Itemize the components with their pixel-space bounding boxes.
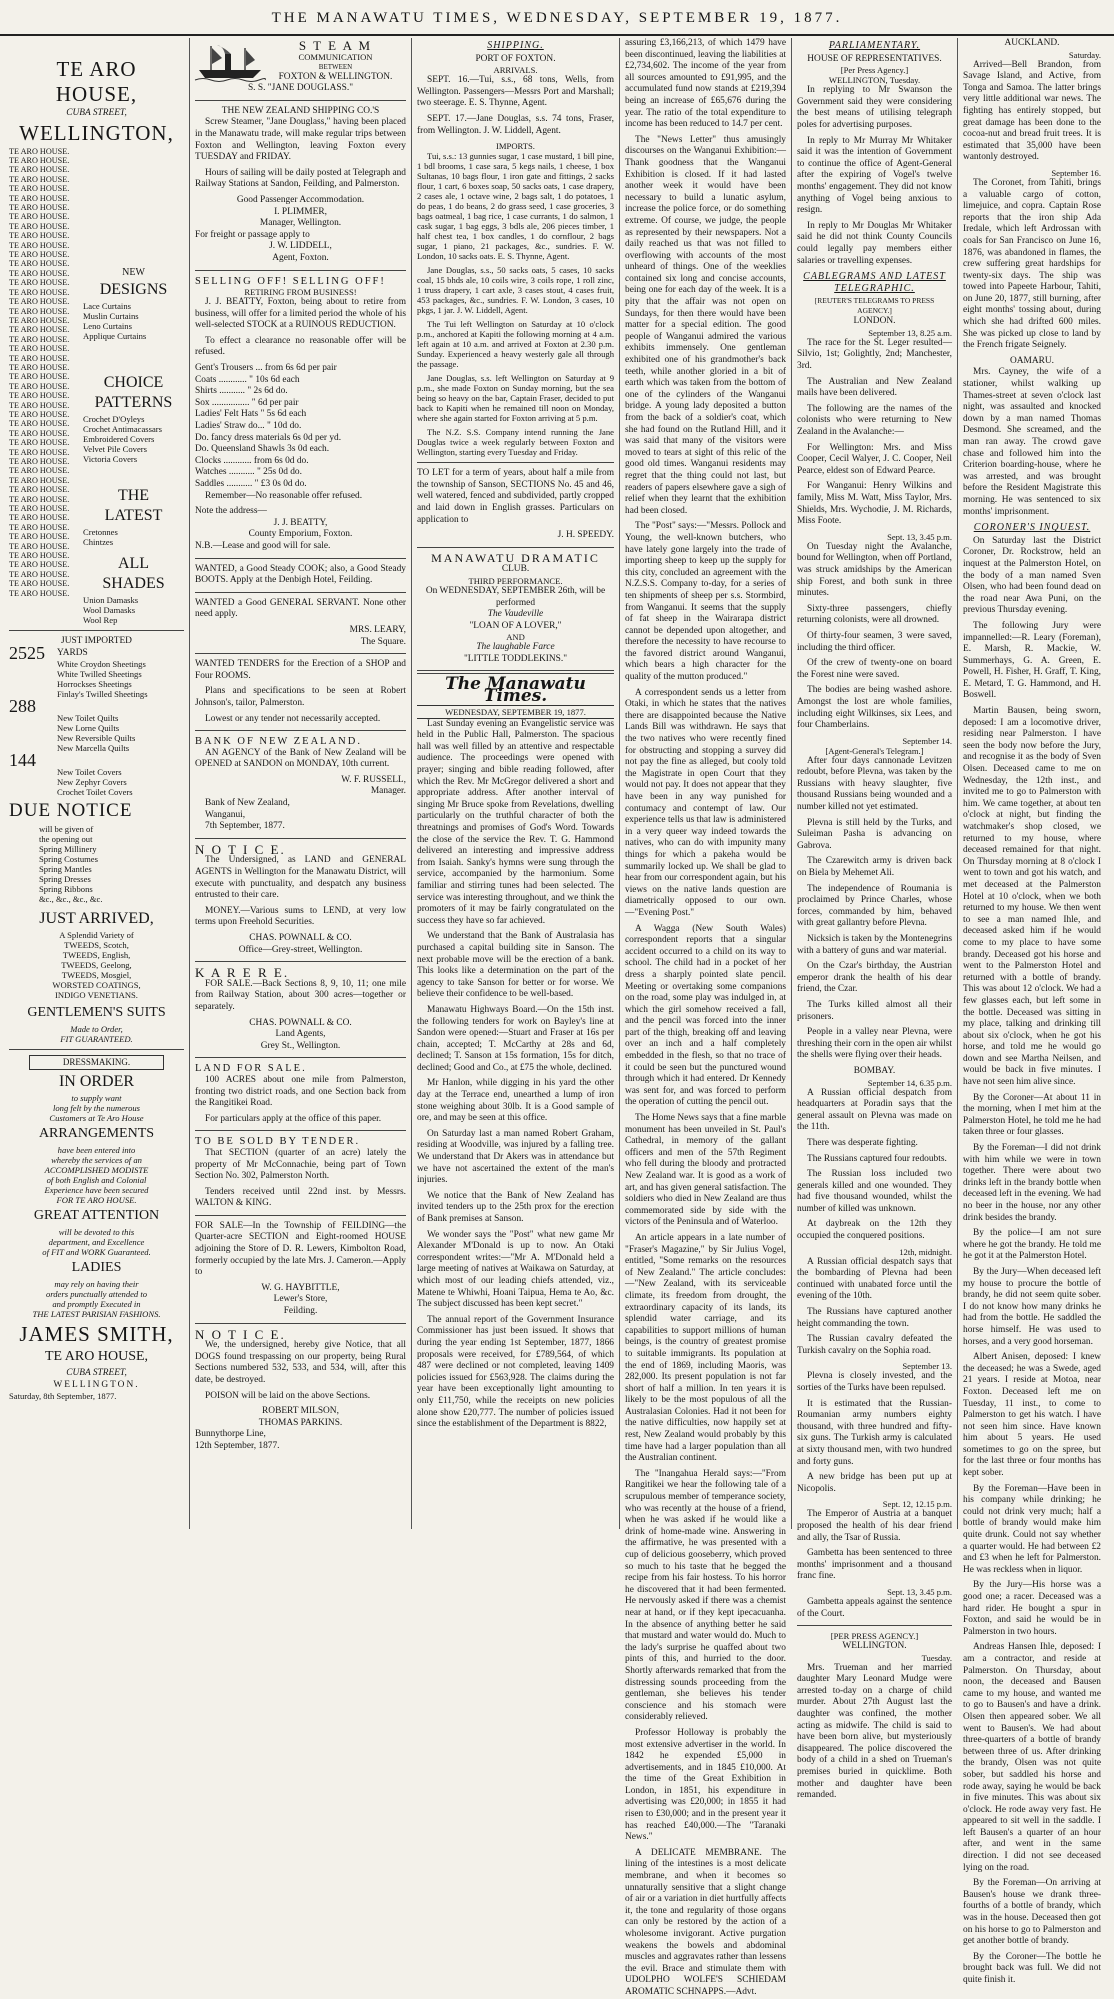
auckland-1: Arrived—Bell Brandon, from Savage Island, and Active, from Tonga and Samoa. The latter brings very little additional war news. The fighting has entirely stopped, but great damage has been done to the cocoa-nut and bread fruit trees. It is estimated that 35,000 have been wantonly destroyed. [963,59,1101,163]
number-2525: 2525 [9,642,45,663]
news-9: Professor Holloway is probably the most extensive advertiser in the world. In 1842 he expended £5,000 in advertisements, and in 1845 £10,000. At the time of the Great Exhibition in London, in 1851, his expenditure in advertising was £20,000; in 1855 it had risen to £30,000; and in the present year it has reached £40,000.—The "Taranaki News." [625,1727,786,1843]
cable-14: The independence of Roumania is proclaimed by Prince Charles, whose forces, commanded by him, behaved with great gallantry before Plevna. [797,883,952,929]
cable-12: Plevna is still held by the Turks, and Suleiman Pasha is advancing on Gabrova. [797,817,952,851]
imports-jane: Jane Douglas, s.s., 50 sacks oats, 5 cases, 10 sacks coal, 15 bhds ale, 10 coils wire, 3 coils rope, 1 roll zinc, 1 truss drapery, 1 cart axle, 3 cases stout, 4 cases fruit, 453 packages, &c., sundries. F. W. London, 3 cases, 10 pkgs, 1 jar. J. W. Liddell, Agent. [417,265,614,316]
beatty-text-2: To effect a clearance no reasonable offer will be refused. [195,335,406,358]
tender-text: That SECTION (quarter of an acre) lately the property of Mr McConnachie, being part of Town Section No. 302, Palmerston North. [195,1147,406,1182]
inquest-4: By the Coroner—At about 11 in the morning, when I met him at the Palmerston Hotel, he told me he had taken three or four glasses. [963,1092,1101,1138]
bombay-date: September 14, 6.35 p.m. [867,1077,952,1088]
wanted-tenders-3: Lowest or any tender not necessarily accepted. [205,713,381,724]
tuesday-label: Tuesday. [921,1652,952,1663]
imports-tui: Tui, s.s.: 13 gunnies sugar, 1 case mustard, 1 bill pine, 1 bdl brooms, 1 case sara, 5 kegs nails, 1 cheese, 1 box Sultanas, 10 bags flour, 1 iron gate and fittings, 2 sacks flour, 1 cart, 6 boxes soap, 50 sacks oats, 1 case drapery, 2 cases ale, 1 octave wine, 2 bags salt, 1 do potatoes, 1 do peas, 1 do beans, 2 do grass seed, 1 case groceries, 3 bags oatmeal, 1 bag rice, 1 case currants, 1 do salmon, 1 cask sugar, 1 bag eggs, 3 bdls ale, 206 pieces timber, 1 half chest tea, 1 box candles, 1 do cornflour, 2 bags sugar, 1 piano, 21 packages, &c., sundries. F. W. London, 10 sacks oats. E. S. Thynne, Agent. [417,151,614,262]
little-toddlekins: "LITTLE TODDLEKINS." [463,653,568,664]
notice2-heading: N O T I C E. [195,1326,286,1342]
latest-heading: LATEST [104,507,163,525]
cable-5: For Wanganui: Henry Wilkins and family, Miss M. Watt, Miss Taylor, Mrs. Shields, Mrs. Wychodie, J. M. Richards, Miss Foote. [797,481,952,527]
te-aro-repeat-2: TE ARO HOUSE. TE ARO HOUSE. TE ARO HOUSE. TE ARO HOUSE. TE ARO HOUSE. TE ARO HOUSE. TE ARO HOUSE. TE ARO HOUSE. TE ARO HOUSE. TE ARO HOUSE. TE ARO HOUSE. TE ARO HOUSE. [9,259,70,372]
nb-lease: N.B.—Lease and good will for sale. [195,540,331,551]
shipping-heading: SHIPPING. [487,40,544,51]
wanted-tenders-2: Plans and specifications to be seen at Robert Johnson's, tailor, Palmerston. [195,686,406,708]
cable-26: The Russian cavalry defeated the Turkish cavalry on the Sophia road. [797,1334,952,1356]
arrivals-heading: ARRIVALS. [493,65,538,76]
te-aro-repeat-3: TE ARO HOUSE. TE ARO HOUSE. TE ARO HOUSE. TE ARO HOUSE. TE ARO HOUSE. TE ARO HOUSE. TE ARO HOUSE. TE ARO HOUSE. TE ARO HOUSE. TE ARO HOUSE. TE ARO HOUSE. TE ARO HOUSE. [9,372,70,485]
patterns-list: Crochet D'Oyleys Crochet Antimacassars Embroidered Covers Velvet Pile Covers Victoria Covers [83,414,162,465]
wanted-servant: WANTED a Good GENERAL SERVANT. None other need apply. [195,597,406,620]
loan-of-a-lover: "LOAN OF A LOVER," [469,620,562,631]
arrival-1: SEPT. 16.—Tui, s.s., 68 tons, Wells, from Wellington. Passengers—Messrs Port and Marshall; two steerage. E. S. Thynne, Agent. [417,75,614,109]
notice2-text: We, the undersigned, hereby give Notice, that all DOGS found trespassing on our property, being Rural Sections numbered 532, 533, and 534, will, after this date, be destroyed. [195,1340,406,1385]
great-attention-text: will be devoted to this department, and Excellence of FIT and WORK Guaranteed. [42,1227,151,1258]
bombay-date-5: Sept. 13, 3.45 p.m. [887,1586,952,1597]
inquest-12: By the Foreman—On arriving at Bausen's house we drank three-fourths of a bottle of brandy, which was in the house. Deceased then got on his horse to go to Palmerston and get another bottle of brandy. [963,1878,1101,1947]
cablegrams-heading: CABLEGRAMS AND LATEST TELEGRAPHIC. [803,271,946,294]
drama-text: On WEDNESDAY, SEPTEMBER 26th, will be performed [425,585,606,608]
editorial-4: Mr Hanlon, while digging in his yard the other day at the Terrace end, unearthed a lump of iron stone weighing about 30lb. It is a Good sample of ore, and may be seen at this office. [417,1078,614,1124]
editorial-7: We wonder says the "Post" what new game Mr Alexander M'Donald is up to now. An Otaki correspondent writes:—"Mr A. M'Donald held a large meeting of natives at Waikawa on Saturday, at which most of our leading chiefs attended, viz., Matene te Whiwhi, Hoani Taipua, Hema te Ao, &c. The subject discussed has been kept secret." [417,1229,614,1310]
bunnythorpe-date: Bunnythorpe Line, 12th September, 1877. [195,1429,280,1451]
cable-18: People in a valley near Plevna, were threshing their corn in the open air whilst the shells were flying over their heads. [797,1027,952,1061]
freight-line: For freight or passage apply to [195,229,310,240]
due-notice-heading: DUE NOTICE [9,799,133,821]
inquest-1: On Saturday last the District Coroner, Dr. Rockstrow, held an inquest at the Palmerston Hotel, on the body of a man named Sven Olsen, who had been found dead on the road near Awa Puni, on the previous Thursday evening. [963,535,1101,616]
auckland-heading: AUCKLAND. [1004,38,1060,48]
wellington-2: WELLINGTON. [53,1379,140,1390]
saturday-label: Saturday. [1068,49,1101,60]
house-heading: HOUSE, [55,82,138,106]
beatty-text: J. J. BEATTY, Foxton, being about to retire from business, will offer for a limited period the whole of his well-selected STOCK at a RUINOUS REDUCTION. [195,297,406,331]
notice-heading: N O T I C E. [195,841,286,857]
plimmer-sig: I. PLIMMER, Manager, Wellington. [259,206,342,229]
ship-name: S. S. "JANE DOUGLASS." [247,83,354,94]
column-2 [190,38,412,1529]
cable-33: Mrs. Trueman and her married daughter Mary Leonard Mudge were arrested to-day on a charge of child murder. About 27th August last the daughter was confined, the mother acting as midwife. The child is said to have been born alive, but mysteriously disappeared. The police discovered the body of a child in a shed on Trueman's premises buried in quicklime. Both mother and daughter have been remanded. [797,1662,952,1801]
shipping-note-3: The N.Z. S.S. Company intend running the Jane Douglas twice a week regularly between Foxton and Wellington, starting every Tuesday and Friday. [417,427,614,458]
speedy-sig: J. H. SPEEDY. [557,530,614,541]
bombay-heading: BOMBAY. [853,1065,896,1076]
vaudeville-label: The Vaudeville [487,609,544,620]
news-6: The Home News says that a fine marble monument has been unveiled in St. Paul's Cathedral, in memory of the gallant officers and men of the 57th Regiment who fell during the bloody and protracted New Zealand war. It is good as a work of art, and has given general satisfaction. The soldiers who died in New Zealand are thus commemorated side by side with the victors of the Peninsula and of Waterloo. [625,1113,786,1228]
tender-text-2: Tenders received until 22nd inst. by Messrs. WALTON & KING. [195,1186,406,1209]
pownall-office: Office—Grey-street, Wellington. [238,944,363,955]
just-imported: JUST IMPORTED [61,636,132,647]
poison-text: POISON will be laid on the above Sections. [205,1390,371,1401]
te-aro-repeat-1: TE ARO HOUSE. TE ARO HOUSE. TE ARO HOUSE. TE ARO HOUSE. TE ARO HOUSE. TE ARO HOUSE. TE ARO HOUSE. TE ARO HOUSE. TE ARO HOUSE. TE ARO HOUSE. TE ARO HOUSE. TE ARO HOUSE. [9,146,70,260]
land-sale-text: 100 ACRES about one mile from Palmerston, fronting two district roads, and one Section back from the Rangitikei Road. [195,1074,406,1109]
cuba-street: CUBA STREET, [66,108,127,118]
notice-text: The Undersigned, as LAND and GENERAL AGENTS in Wellington for the Manawatu District, will execute with punctuality, and despatch any business entrusted to their care. [195,855,406,901]
yards-label: YARDS [57,647,88,658]
pownall-sig: CHAS. POWNALL & CO. [249,933,352,943]
cable-24: A Russian official despatch says that the bombarding of Plevna had been continued with unabated force until the evening of the 10th. [797,1256,952,1302]
cable-32: Gambetta appeals against the sentence of the Court. [797,1596,952,1619]
bank-address: Bank of New Zealand, Wanganui, 7th September, 1877. [205,798,290,832]
to-let-text: TO LET for a term of years, about half a mile from the township of Sanson, SECTIONS No. 45 and 46, well watered, fenced and subdivided, partly cropped and laid down in English grasses. Particulars on application to [417,468,614,525]
new-label: NEW [122,267,145,279]
press-agency-2: [PER PRESS AGENCY.] [830,1631,919,1642]
cable-16: On the Czar's birthday, the Austrian emperor drank the health of his dear friend, the Czar. [797,961,952,995]
cable-15: Nicksich is taken by the Montenegrins with a battery of guns and war material. [797,934,952,956]
russell-sig: W. F. RUSSELL, Manager. [341,774,406,797]
inquest-11: Andreas Hansen Ihle, deposed: I am a contractor, and reside at Palmerston. On Thursday, about noon, the deceased and Bausen came to my house, and wanted me to go to Bausen's and have a drink. Olsen then appeared sober. We all went to Bausen's. We had about three-quarters of a bottle of brandy between three of us. After drinking the brandy, Olsen was not quite sober, but saddled his horse and rode away, saying he would be back in five minutes. This was about six o'clock. He rode away very fast. He appeared to sit well in the saddle. I left Bausen's a quarter of an hour after, and went in the same direction. I did not see deceased lying on the road. [963,1642,1101,1873]
nz-shipping-text: Screw Steamer, "Jane Douglass," having been placed in the Manawatu trade, will make regular trips between Foxton and Wellington, leaving Foxton every TUESDAY and FRIDAY. [195,117,406,163]
third-performance: THIRD PERFORMANCE. [468,575,563,586]
patterns-heading: PATTERNS [94,394,173,412]
cable-8: Of thirty-four seamen, 3 were saved, including the third officer. [797,630,952,653]
inquest-9: By the Foreman—Have been in his company while drinking; he could not drink very much; half a bottle of brandy would make him quite drunk. Could not say whether a quarter would. He had between £2 and £3 when he left for Palmerston. He was reckless when in liquor. [963,1483,1101,1575]
inquest-5: By the Foreman—I did not drink with him while we were in town together. There were about two drinks left in the brandy bottle when deceased left in the evening. We had no beer in the house, nor any other drink besides the brandy. [963,1143,1101,1223]
between-label: BETWEEN [318,62,353,71]
editorial-8: The annual report of the Government Insurance Commissioner has just been issued. It shows that during the year ending 1st September, 1877, 1866 proposals were received, for £789,564, of which 487 were declined or not completed, leaving 1409 policies issued for £563,928. The claims during the year have been exceptionally light amounting to only £11,750, while the receipts on new policies alone show £20,777. The number of policies issued since the establishment of the Department is 8822, [417,1314,614,1430]
column-3 [412,38,620,1529]
covers-list: New Toilet Covers New Zephyr Covers Crochet Toilet Covers [57,766,133,797]
te-aro-heading: TE ARO [56,57,137,81]
coroners-inquest-heading: CORONER'S INQUEST. [973,522,1091,534]
parliamentary-heading: PARLIAMENTARY. [828,40,921,51]
oamaru-1: Mrs. Cayney, the wife of a stationer, whilst walking up Thames-street at seven o'clock last night, was assaulted and knocked down by a man named Thomas Desmond. She screamed, and the man ran away. The crowd gave chase and followed him into the Criterion boarding-house, where he was arrested, and was brought before the Resident Magistrate this morning. He was sentenced to six months' imprisonment. [963,367,1101,517]
dressmaking-box: DRESSMAKING. [29,1055,164,1071]
in-order-text: to supply want long felt by the numerous Customers at Te Aro House [49,1093,144,1124]
editorial-3: Manawatu Highways Board.—On the 15th inst. the following tenders for work on Bayley's line at Sandon were opened:—Stuart and Fraser at 16s per chain, accepted; T. McCarthy at 28s and 6d, declined; T. Sanson at 15s formation, 15s for ditch, declined; Good and Co., at £75 the whole, declined. [417,1004,614,1073]
ports-label: FOXTON & WELLINGTON. [278,71,393,82]
cable-19: A Russian official despatch from headquarters at Poradin says that the general assault on Plevna was made on the 11th. [797,1087,952,1133]
paper-date: WEDNESDAY, SEPTEMBER 19, 1877. [417,705,614,719]
money-text: MONEY.—Various sums to LEND, at very low terms upon Freehold Securities. [195,905,406,928]
note-address: Note the address— [195,506,267,517]
just-arrived-list: A Splendid Variety of TWEEDS, Scotch, TWEEDS, English, TWEEDS, Geelong, TWEEDS, Mosgiel, WORSTED COATINGS, INDIGO VENETIANS. [52,929,141,1000]
retiring-label: RETIRING FROM BUSINESS! [244,287,357,298]
news-4: A correspondent sends us a letter from Otaki, in which he states that the natives there are disappointed because the Native Lands Bill was withdrawn. He says that the two natives who were recently fined for obstructing and stopping a survey did not pay the fine as alleged, but cooly told the Magistrate in open Court that they would not pay. It does not appear that they have been in any way punished for contumacy and contempt of law. Our experience tells us that law is administered in a very queer way indeed towards the natives, who can do with impunity many things for which a pakeha would be summarily locked up. We shall be glad to hear from our correspondent again, but his views on the native lands question are diametrically opposed to our own.—"Evening Post." [625,687,786,918]
wanted-tenders: WANTED TENDERS for the Erection of a SHOP and Four ROOMS. [195,659,406,681]
inquest-7: By the Jury—When deceased left my house to procure the bottle of brandy, he did not seem quite sober. I do not know how many drinks he had from the bottle. He saddled the horse himself. He was used to horses, and a very good horseman. [963,1266,1101,1347]
cable-9: Of the crew of twenty-one on board the Forest nine were saved. [797,658,952,680]
news-3: The "Post" says:—"Messrs. Pollock and Young, the well-known butchers, who have lately gone largely into the trade of importing sheep to keep up the supply for this city, concluded an agreement with the N.Z.S.S. Company to-day, for a series of ten shipments of sheep per s.s. Stormbird, from Wanganui. It seems that the supply of fat sheep in the Wairarapa district cannot be depended upon altogether, and therefore the necessity to have recourse to the favored district around Wanganui, which bears a high character for the quality of the mutton produced." [625,521,786,683]
press-agency: [Per Press Agency.] [840,65,909,76]
forsale-text: FOR SALE—In the Township of FEILDING—the Quarter-acre SECTION and Eight-roomed HOUSE adjoining the Store of D. R. Lewers, Kimbolton Road, formerly occupied by the late Mrs. J. Cameron.—Apply to [195,1220,406,1278]
sept16-label: September 16. [1051,167,1101,178]
and-label: AND [506,632,525,643]
farce-label: The laughable Farce [476,642,555,653]
cable-27: Plevna is closely invested, and the sorties of the Turks have been repulsed. [797,1371,952,1393]
latest-list: Cretonnes Chintzes [83,527,118,548]
designs-heading: DESIGNS [99,281,168,299]
cable-23: At daybreak on the 12th they occupied the conquered positions. [797,1219,952,1242]
wellington-heading: WELLINGTON, [19,120,174,145]
arrangements-heading: ARRANGEMENTS [38,1126,155,1142]
bombay-date-4: Sept. 12, 12.15 p.m. [882,1499,952,1510]
tender-heading: TO BE SOLD BY TENDER. [195,1136,361,1148]
editorial-1: Last Sunday evening an Evangelistic service was held in the Public Hall, Palmerston. The spacious hall was well filled by an attentive and respectable audience. The proceedings were opened with prayer; singing and bible reading followed, after which the Rev. Mr McGregor delivered a short and appropriate address. After another interval of singing Mr Bruce spoke from Revelations, dwelling particularly on the truthful character of both the threatnings and promises of God's Word. Towards the close of the service the Rev. T. G. Hammond delivered an interesting and impressive address from Isaiah. Sanky's hymns were sung through the service, accompanied by the harmonium. Some familiar and stirring tunes had been selected. The service was interesting throughout, and we think the promoters of it may be fairly congratulated on the success they have so far achieved. [417,718,614,926]
cable-29: A new bridge has been put up at Nicopolis. [797,1472,952,1494]
column-5 [792,38,958,1801]
cable-21: The Russians captured four redoubts. [807,1153,947,1164]
cable-22: The Russian loss included two generals killed and one wounded. They had five thousand wounded, whilst the number of killed was unknown. [797,1169,952,1214]
james-smith: JAMES SMITH, [19,1322,174,1347]
parl-1: In replying to Mr Swanson the Government said they were considering the best means of utilising telegraph poles for advertising purposes. [797,85,952,130]
remember-line: Remember—No reasonable offer refused. [205,490,363,501]
cable-3: The following are the names of the colonists who were returning to New Zealand in the Avalanche:— [797,403,952,438]
inquest-6: By the police—I am not sure where he got the brandy. He told me he got it at the Palmerston Hotel. [963,1228,1101,1262]
house-of-reps: HOUSE OF REPRESENTATIVES. [807,53,942,64]
cable-6: On Tuesday night the Avalanche, bound for Wellington, when off Portland, was struck amidships by the American ship Forest, and both sunk in three minutes. [797,541,952,599]
wellington-heading-5: WELLINGTON. [842,1641,907,1652]
agent-general-telegram: [Agent-General's Telegram.] [825,745,924,756]
shades-list: Union Damasks Wool Damasks Wool Rep [83,595,139,626]
masthead-title: THE MANAWATU TIMES, WEDNESDAY, SEPTEMBER 19, 1877. [271,10,843,26]
london-heading: LONDON. [853,316,896,327]
leary-sig: MRS. LEARY, The Square. [349,624,406,647]
ladies-text: may rely on having their orders punctually attended to and promptly Executed in THE LATEST PARISIAN FASHIONS. [32,1279,161,1320]
number-288: 288 [9,696,36,717]
price-list: Gent's Trousers ... from 6s 6d per pair Coats ............ " 10s 6d each Shirts ........... " 2s 6d do. Sox ................ " 6d per pair Ladies' Felt Hats " 5s 6d each Ladies' Straw do... " 10d do. Do. fancy dress materials 6s 0d per yd. Do. Queensland Shawls 3s 0d each. Clocks ............ from 6s 0d do. Watches ........... " 25s 0d do. Saddles ........... " £3 0s 0d do. [195,363,342,489]
news-2: The "News Letter" thus amusingly discourses on the Wanganui Exhibition:—Thank goodness that the Wanganui Exhibition is closed. If it had lasted another week it would have been necessary to build a lunatic asylum, increase the police force, or do something extreme. Of course, we judge, the people as represented by their newspapers. Not a daily reached us that was not filled to overflowing with accounts of the most unheard of things. One of the weeklies contained six long and concise accounts, being one for each day of the week. It is a pity that the affair was not open on Sundays, for then there would have been matter for a special edition. The good people of Wanganui admired the various exhibits immensely. One gentleman exhibited one of his grandmother's back teeth, while another gloried in a bit of earth which was taken from the bottom of one of the cylinders of the Wanganui bridge. A young lady deposited a button from the back of a soldier's coat, which she had found on the Rutland Hill, and it was said that many of the visitors were moved to tears at sight of this relic of the good old times. Wanganui residents may regret that the thing could not last, but readers of papers elsewhere gave a sigh of relief when they learnt that the exhibition had been closed. [625,134,786,516]
inquest-13: By the Coroner—The bottle he brought back was full. We did not quite finish it. [963,1951,1101,1985]
parl-2: In reply to Mr Murray Mr Whitaker said it was the intention of Government to continue the office of Agent-General after the expiring of Vogel's twelve months' engagement. They did not know anything of Vogel being anxious to resign. [797,135,952,216]
cable-20: There was desperate fighting. [807,1137,918,1148]
yards-list: White Croydon Sheetings White Twilled Sheetings Horrockses Sheetings Finlay's Twilled Sheetings [57,659,148,700]
bombay-date-2: 12th, midnight. [899,1246,952,1257]
nz-shipping-text-2: Hours of sailing will be daily posted at Telegraph and Railway Stations at Sandon, Feilding, and Palmerston. [195,167,406,190]
london-date-2: Sept. 13, 3.45 p.m. [887,531,952,542]
just-arrived-heading: JUST ARRIVED, [39,909,154,927]
good-accommodation: Good Passenger Accommodation. [236,194,365,205]
the-heading: THE [117,487,150,505]
ad-date: Saturday, 8th September, 1877. [9,1391,117,1402]
cable-28: It is estimated that the Russian-Roumanian army numbers eighty thousand, with three hundred and fifty-six guns. The Turkish army is calculated at sixty thousand men, with two hundred and forty guns. [797,1398,952,1467]
arrangements-text: have been entered into whereby the services of an ACCOMPLISHED MODISTE of both English and Colonial Experience have been secured FOR TE ARO HOUSE. [44,1145,149,1206]
shipping-note-2: Jane Douglas, s.s. left Wellington on Saturday at 9 p.m., she made Foxton on Sunday morning, but the sea being so heavy on the bar, Captain Fraser, decided to put back to Kapiti when he remained till noon on Monday, where she again started for Foxton arriving at 5 p.m. [417,373,614,424]
beatty-sig: J. J. BEATTY, County Emporium, Foxton. [248,517,353,540]
imports-heading: IMPORTS. [496,141,535,152]
cable-11: After four days cannonade Levitzen redoubt, before Plevna, was taken by the Russians with heavy slaughter, five thousand Russians being wounded and a number killed not yet estimated. [797,755,952,813]
steamship-icon [195,42,265,82]
inquest-2: The following Jury were impannelled:—R. Leary (Foreman), E. Marsh, R. Mackie, W. Summerhays, G. A. Green, E. Powell, H. Fisher, H. Graff, T. King, E. Metard, T. G. Hammond, and H. Boswell. [963,620,1101,701]
land-sale-heading: LAND FOR SALE. [195,1063,307,1075]
oamaru-heading: OAMARU. [1009,355,1054,366]
masthead [0,0,1114,36]
dramatic-club: CLUB. [501,564,530,575]
editorial-6: We notice that the Bank of New Zealand has invited tenders up to the 25th prox for the erection of Bank premises at Sanson. [417,1190,614,1224]
london-date: September 13, 8.25 a.m. [868,327,952,338]
inquest-10: By the Jury—His horse was a good one; a racer. Deceased was a hard rider. He bought a spur in Foxton, and said he would be in Palmerston in two hours. [963,1580,1101,1637]
wanted-cook: WANTED, a Good Steady COOK; also, a Good Steady BOOTS. Apply at the Denbigh Hotel, Feilding. [195,563,406,586]
cable-4: For Wellington: Mrs. and Miss Cooper, Cecil Walyer, J. C. Cooper, Neil Pearce, eldest son of Edward Pearce. [797,442,952,476]
wellington-tuesday: WELLINGTON, Tuesday. [828,75,921,86]
bombay-date-3: September 13. [902,1361,952,1372]
news-5: A Wagga (New South Wales) correspondent reports that a singular accident occurred to a child on its way to school. The child had in a pocket of her dress a sharply pointed slate pencil. Meeting or overtaking some companions on the road, some play was indulged in, at which the girl somehow received a fall, and the pencil was forced into the inner part of the thigh, breaking off and leaving over an inch and a half completely embedded in the flesh, so that no trace of it could be seen but the punctured wound through which it had entered. Dr Kennedy was sent for, and was forced to perform the operation of cutting the pencil out. [625,923,786,1108]
cable-10: The bodies are being washed ashore. Amongst the lost are whole families, including eight Wilkinses, six Lees, and four Chamberlains. [797,685,952,731]
paper-title: The Manawatu Times. [445,674,586,707]
news-10: A DELICATE MEMBRANE. The lining of the intestines is a most delicate membrane, and when it becomes so unnaturally sensitive that a slight change of air or a variation in diet hurtfully affects it, the tone and regularity of those organs can only be restored by the action of a wholesome invigorant. Active purgation weakens the bowels and abdominal muscles and aggravates rather than lessens the evil. Brace and stimulate them with UDOLPHO WOLFE'S SCHIEDAM AROMATIC SCHNAPPS.—Advt. [625,1847,786,1997]
liddell-sig: J. W. LIDDELL, Agent, Foxton. [269,241,332,263]
great-attention-heading: GREAT ATTENTION [33,1208,160,1224]
parl-3: In reply to Mr Douglas Mr Whitaker said he did not think County Councils could legally pay members either salaries or travelling expenses. [797,220,952,266]
milson-sig: ROBERT MILSON, THOMAS PARKINS. [258,1406,343,1428]
quilts-list: New Toilet Quilts New Lorne Quilts New Reversible Quilts New Marcella Quilts [57,713,136,753]
te-aro-house-2: TE ARO HOUSE, [44,1349,149,1365]
london-date-3: September 14. [902,735,952,746]
shades-heading: SHADES [102,575,165,593]
column-6 [958,38,1106,1985]
number-144: 144 [9,750,36,770]
port-heading: PORT OF FOXTON. [475,53,556,64]
due-notice-list: will be given of the opening out Spring Millinery Spring Costumes Spring Mantles Spring Dresses Spring Ribbons &c., &c., &c., &c. [39,823,103,904]
selling-off-heading: SELLING OFF! SELLING OFF! [195,275,386,287]
column-1 [4,38,190,1529]
cable-13: The Czarewitch army is driven back on Biela by Mehemet Ali. [797,856,952,879]
land-sale-text-2: For particulars apply at the office of this paper. [205,1113,382,1124]
bank-heading: BANK OF NEW ZEALAND. [195,736,362,748]
karere-sig: CHAS. POWNALL & CO. Land Agents, Grey St., Wellington. [249,1017,352,1051]
haybittle-sig: W. G. HAYBITTLE, Lewer's Store, Feilding. [261,1282,340,1317]
bank-text: AN AGENCY of the Bank of New Zealand will be OPENED at SANDON on MONDAY, 10th current. [195,747,406,770]
choice-heading: CHOICE [103,374,164,392]
cuba-street-2: CUBA STREET, [66,1368,127,1379]
inquest-8: Albert Anisen, deposed: I knew the deceased; he was a Swede, aged 21 years. I reside at Motoa, near Foxton. Deceased left me on Tuesday, 11 inst., to come to Palmerston to get his watch. I have not seen him since. Have known him about 5 years. He used sometimes to go on the spree, but for the last three or four months has kept sober. [963,1352,1101,1479]
news-7: An article appears in a late number of "Fraser's Magazine," by Sir Julius Vogel, entitled, "Some remarks on the resources of New Zealand." The article concludes:—"New Zealand, with its serviceable climate, its freedom from drought, the extraordinary capacity of its lands, its splendid water carriage, and its capabilities to support millions of human beings, is the country of greatest promise to suitable immigrants. Its population at the end of 1869, including Maoris, was 282,000. Its present population is not far short of half a million. In ten years it is likely to be the most populous of all the Australasian Colonies. Had it not been for the native difficulties, now happily set at rest, New Zealand would probably by this time have had a larger population than all the Australian continent. [625,1232,786,1464]
ladies-heading: LADIES [71,1260,122,1276]
column-4 [620,38,792,1997]
reuters-line: [REUTER'S TELEGRAMS TO PRESS AGENCY.] [814,296,935,316]
cable-1: The race for the St. Leger resulted—Silvio, 1st; Golightly, 2nd; Manchester, 3rd. [797,337,952,372]
steam-communication: COMMUNICATION [298,51,373,62]
cable-25: The Russians have captured another height commanding the town. [797,1307,952,1329]
all-heading: ALL [117,555,150,573]
arrival-2: SEPT. 17.—Jane Douglas, s.s. 74 tons, Fraser, from Wellington. J. W. Liddell, Agent. [417,113,614,136]
nz-shipping-co: THE NEW ZEALAND SHIPPING CO.'S [221,105,380,116]
dramatic-heading: MANAWATU DRAMATIC [431,550,600,565]
cable-17: The Turks killed almost all their prisoners. [797,999,952,1022]
designs-list: Lace Curtains Muslin Curtains Leno Curtains Applique Curtains [83,301,147,342]
te-aro-repeat-4: TE ARO HOUSE. TE ARO HOUSE. TE ARO HOUSE. TE ARO HOUSE. TE ARO HOUSE. TE ARO HOUSE. TE ARO HOUSE. TE ARO HOUSE. TE ARO HOUSE. TE ARO HOUSE. TE ARO HOUSE. TE ARO HOUSE. [9,485,70,598]
gentlemens-suits: GENTLEMEN'S SUITS [27,1004,166,1020]
editorial-2: We understand that the Bank of Australasia has purchased a capital building site in Sanson. The next probable move will be the erection of a bank. This looks like a determination on the part of the agency to take Sanson for better or for worse. We believe their confidence to be well-based. [417,931,614,1000]
news-8: The "Inangahua Herald says:—"From Rangitikei we hear the following tale of a scrupulous member of temperance society, who was recently at the house of a friend, when he was asked if he would like a drink of home-made wine. Answering in the affirmative, he was presented with a cup of delicious gooseberry, which proved so much to his taste that he begged the recipe from his fair hostess. To his horror he discovered that it had been fermented. He nervously asked if there was a chemist near at hand, or if they kept ipecacuanha. In the absence of anything better he said that mustard and water would do. Much to the lady's surprise he quaffed about two pints of this, and hurried to the door. Shortly afterwards remarked that from the distressing sounds proceeding from the gentleman, she believes his tender conscience and his stomach were considerably relieved. [625,1468,786,1723]
news-1: assuring £3,166,213, of which 1479 have been discontinued, leaving the liabilities at £2,734,602. The income of the year from all sources amounted to £91,995, and the accumulated fund now stands at £219,394 being an increase of £65,676 during the year. The ratio of the total expenditure to income has been reduced to 14.7 per cent. [625,38,786,130]
cable-7: Sixty-three passengers, chiefly returning colonists, were all drowned. [797,603,952,626]
cable-2: The Australian and New Zealand mails have been delivered. [797,376,952,399]
inquest-3: Martin Bausen, being sworn, deposed: I am a locomotive driver, residing near Palmerston. I have seen the body now before the Jury, and recognise it as the body of Sven Olsen. Deceased came to me on Wednesday, the 12th inst., and invited me to go to Palmerston with him. We came together, at about ten o'clock at night, but finding the watchmaker's shop closed, we returned to my house, where deceased remained for that night. On Thursday morning at 8 o'clock I went to town and got his watch, and met deceased at the Palmerston Hotel at 10 o'clock, when we both returned to my house. We then went to see a man named Ihle, and deceased asked him if he would come to my place to have some brandy. Deceased got his horse and went to the Palmerston Hotel and returned with a bottle of brandy. This was about 12 o'clock. We had a few glasses each, but left some in the bottle. Deceased was sitting in my place, talking and drinking till about six o'clock, when he got his horse, and told me he would go down and see Martha Neilsen, and would be back in five minutes. I have not seen him alive since. [963,706,1101,1088]
columns [4,38,1110,1997]
gentlemens-suits-sub: Made to Order, FIT GUARANTEED. [60,1023,133,1044]
karere-heading: K A R E R E. [195,965,290,981]
shipping-note-1: The Tui left Wellington on Saturday at 10 o'clock p.m., anchored at Kapiti the following morning at 4 a.m. left again at 10 a.m. and arrived at Foxton at 2.30 p.m. Sunday. Experienced a heavy westerly gale all through the passage. [417,319,614,370]
in-order-heading: IN ORDER [58,1073,135,1091]
cable-30: The Emperor of Austria at a banquet proposed the health of his dear friend and ally, the Tsar of Russia. [797,1509,952,1543]
cable-31: Gambetta has been sentenced to three months' imprisonment and a thousand franc fine. [797,1548,952,1582]
karere-text: FOR SALE.—Back Sections 8, 9, 10, 11; one mile from Railway Station, about 300 acres—together or separately. [195,978,406,1012]
auckland-2: The Coronet, from Tahiti, brings a valuable cargo of cotton, limejuice, and copra. Captain Rose reports that the iron ship Ada Iredale, which left Ardrossan with coals for San Francisco on June 16, 1876, was abandoned in flames, the crew suffering great hardships for twenty-six days. The ship was towed into Papeete Harbour, Tahiti, on June 20, 1877, still burning, after eight months' tossing about, during which she had drifted 600 miles. She was picked up close to land by the French frigate Seignely. [963,177,1101,351]
editorial-5: On Saturday last a man named Robert Graham, residing at Woodville, was injured by a falling tree. We understand that Dr Akers was in attendance but we have not ascertained the extent of the man's injuries. [417,1128,614,1186]
steam-heading: S T E A M [298,38,373,53]
